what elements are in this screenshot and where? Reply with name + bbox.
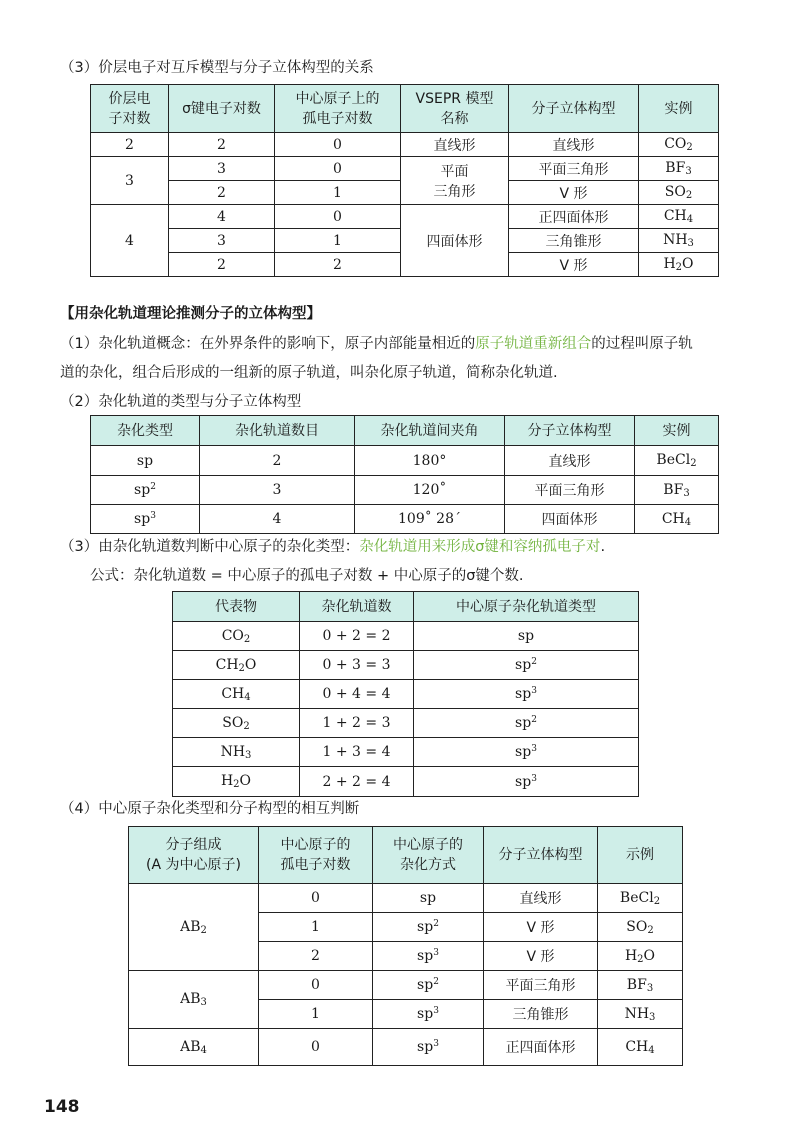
header-cell: 杂化类型 — [91, 416, 200, 446]
header-cell: σ键电子对数 — [169, 85, 275, 133]
cell: 3 — [200, 476, 355, 505]
table-row — [91, 476, 719, 505]
cell: 1 — [259, 1000, 373, 1029]
cell: 0 — [259, 971, 373, 1000]
cell: $SO_2$ — [639, 181, 719, 205]
cell: sp — [414, 622, 639, 651]
cell: 180° — [355, 446, 505, 476]
cell: V 形 — [509, 181, 639, 205]
cell: $AB_3$ — [129, 971, 259, 1029]
cell: 正四面体形 — [509, 205, 639, 229]
cell: 2 + 2 = 4 — [300, 767, 414, 797]
cell: $sp^3$ — [373, 1000, 484, 1029]
formula-line: 公式：杂化轨道数 = 中心原子的孤电子对数 + 中心原子的σ键个数. — [90, 568, 524, 584]
cell: 4 — [200, 505, 355, 534]
header-cell: 分子立体构型 — [505, 416, 635, 446]
cell: $sp^2$ — [414, 651, 639, 680]
cell: 直线形 — [484, 884, 598, 913]
table-row — [91, 446, 719, 476]
cell: $CH_4$ — [635, 505, 719, 534]
mutual-table — [128, 826, 683, 1066]
cell: $sp^2$ — [373, 913, 484, 942]
hybrid-heading: 【用杂化轨道理论推测分子的立体构型】 — [60, 306, 321, 322]
cell: 2 — [259, 942, 373, 971]
cell: sp — [373, 884, 484, 913]
cell: $CH_4$ — [173, 680, 300, 709]
header-cell: VSEPR 模型 名称 — [401, 85, 509, 133]
cell: 三角锥形 — [509, 229, 639, 253]
table-header-row — [91, 416, 719, 446]
judge-table — [172, 591, 639, 797]
cell: $sp^3$ — [414, 767, 639, 797]
header-cell: 实例 — [635, 416, 719, 446]
cell: 四面体形 — [401, 205, 509, 277]
table-header-row — [91, 85, 719, 133]
cell: V 形 — [509, 253, 639, 277]
table-row — [91, 157, 719, 181]
cell: 正四面体形 — [484, 1029, 598, 1066]
cell: V 形 — [484, 913, 598, 942]
table-row — [173, 767, 639, 797]
cell: 120˚ — [355, 476, 505, 505]
vsepr-table — [90, 84, 719, 277]
cell: 3 — [169, 157, 275, 181]
header-cell: 杂化轨道间夹角 — [355, 416, 505, 446]
header-cell: 杂化轨道数 — [300, 592, 414, 622]
cell: $H_2O$ — [598, 942, 683, 971]
cell: $sp^2$ — [91, 476, 200, 505]
cell: 1 — [275, 229, 401, 253]
cell: $H_2O$ — [639, 253, 719, 277]
cell: $CO_2$ — [639, 133, 719, 157]
cell: 2 — [91, 133, 169, 157]
table-row — [91, 505, 719, 534]
cell: 3 — [169, 229, 275, 253]
cell: 直线形 — [401, 133, 509, 157]
cell: 0 — [275, 205, 401, 229]
cell: 2 — [169, 133, 275, 157]
table-row — [129, 884, 683, 913]
cell: 0 + 4 = 4 — [300, 680, 414, 709]
cell: $sp^3$ — [373, 942, 484, 971]
table-header-row — [173, 592, 639, 622]
cell: $CH_4$ — [639, 205, 719, 229]
cell: 直线形 — [509, 133, 639, 157]
cell: $sp^3$ — [414, 738, 639, 767]
cell: 平面 三角形 — [401, 157, 509, 205]
cell: $SO_2$ — [598, 913, 683, 942]
cell: 1 — [259, 913, 373, 942]
cell: 4 — [169, 205, 275, 229]
table-row — [173, 651, 639, 680]
table-row — [173, 680, 639, 709]
hybrid-type-table — [90, 415, 719, 534]
cell: $AB_4$ — [129, 1029, 259, 1066]
section-3-title: （3）价层电子对互斥模型与分子立体构型的关系 — [60, 60, 374, 76]
cell: $NH_3$ — [639, 229, 719, 253]
concept-line-2: 道的杂化，组合后形成的一组新的原子轨道，叫杂化原子轨道，简称杂化轨道. — [60, 365, 558, 381]
cell: $sp^2$ — [414, 709, 639, 738]
cell: 2 — [200, 446, 355, 476]
table-row — [173, 709, 639, 738]
cell: $AB_2$ — [129, 884, 259, 971]
table-row — [129, 971, 683, 1000]
table-row — [173, 738, 639, 767]
section-4-title: （4）中心原子杂化类型和分子构型的相互判断 — [60, 801, 360, 817]
cell: $BF_3$ — [639, 157, 719, 181]
header-cell: 实例 — [639, 85, 719, 133]
cell: $CH_4$ — [598, 1029, 683, 1066]
table-header-row — [129, 827, 683, 884]
table-row — [91, 205, 719, 229]
cell: 1 — [275, 181, 401, 205]
header-cell: 价层电 子对数 — [91, 85, 169, 133]
cell: 109˚ 28´ — [355, 505, 505, 534]
cell: 2 — [275, 253, 401, 277]
cell: 四面体形 — [505, 505, 635, 534]
cell: 平面三角形 — [484, 971, 598, 1000]
cell: 1 + 3 = 4 — [300, 738, 414, 767]
header-cell: 中心原子上的 孤电子对数 — [275, 85, 401, 133]
header-cell: 杂化轨道数目 — [200, 416, 355, 446]
page-number: 148 — [44, 1097, 80, 1117]
cell: $CO_2$ — [173, 622, 300, 651]
cell: 2 — [169, 181, 275, 205]
cell: $SO_2$ — [173, 709, 300, 738]
section-3b-line: （3）由杂化轨道数判断中心原子的杂化类型：杂化轨道用来形成σ键和容纳孤电子对. — [60, 539, 606, 555]
header-cell: 代表物 — [173, 592, 300, 622]
cell: $sp^2$ — [373, 971, 484, 1000]
cell: $CH_2O$ — [173, 651, 300, 680]
header-cell: 中心原子的 孤电子对数 — [259, 827, 373, 884]
cell: 0 + 2 = 2 — [300, 622, 414, 651]
cell: 平面三角形 — [509, 157, 639, 181]
cell: 0 — [259, 1029, 373, 1066]
section-2-title: （2）杂化轨道的类型与分子立体构型 — [60, 394, 302, 410]
cell: $NH_3$ — [173, 738, 300, 767]
cell: 4 — [91, 205, 169, 277]
cell: 平面三角形 — [505, 476, 635, 505]
cell: $sp^3$ — [373, 1029, 484, 1066]
header-cell: 分子立体构型 — [509, 85, 639, 133]
cell: BeCl$_2$ — [635, 446, 719, 476]
concept-line-1: （1）杂化轨道概念：在外界条件的影响下，原子内部能量相近的原子轨道重新组合的过程叫原子轨 — [60, 336, 693, 352]
table-row — [91, 133, 719, 157]
cell: 0 — [275, 157, 401, 181]
header-cell: 分子立体构型 — [484, 827, 598, 884]
header-cell: 分子组成 (A 为中心原子) — [129, 827, 259, 884]
table-row — [129, 1029, 683, 1066]
cell: $sp^3$ — [414, 680, 639, 709]
cell: $H_2O$ — [173, 767, 300, 797]
cell: 0 — [275, 133, 401, 157]
cell: $sp^3$ — [91, 505, 200, 534]
cell: BeCl$_2$ — [598, 884, 683, 913]
cell: 三角锥形 — [484, 1000, 598, 1029]
cell: $NH_3$ — [598, 1000, 683, 1029]
header-cell: 中心原子杂化轨道类型 — [414, 592, 639, 622]
cell: 1 + 2 = 3 — [300, 709, 414, 738]
cell: 0 — [259, 884, 373, 913]
header-cell: 示例 — [598, 827, 683, 884]
cell: sp — [91, 446, 200, 476]
cell: 2 — [169, 253, 275, 277]
header-cell: 中心原子的 杂化方式 — [373, 827, 484, 884]
cell: $BF_3$ — [635, 476, 719, 505]
cell: 直线形 — [505, 446, 635, 476]
cell: V 形 — [484, 942, 598, 971]
cell: $BF_3$ — [598, 971, 683, 1000]
cell: 3 — [91, 157, 169, 205]
cell: 0 + 3 = 3 — [300, 651, 414, 680]
table-row — [173, 622, 639, 651]
